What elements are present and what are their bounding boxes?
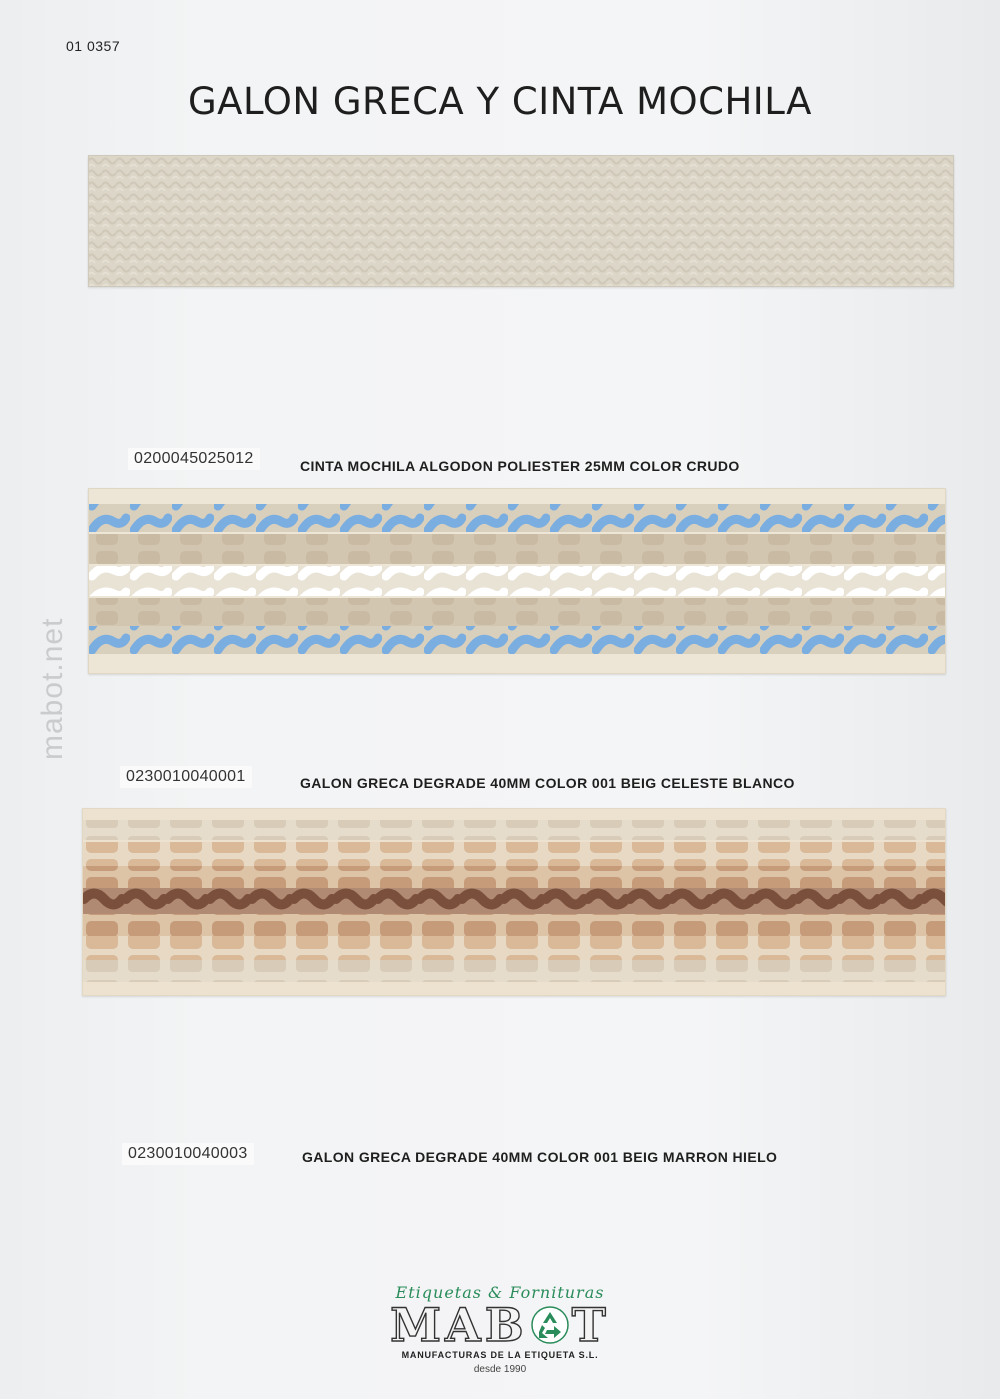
swatch-cinta-mochila-crudo: [88, 155, 954, 287]
product-code: 0230010040003: [122, 1143, 254, 1165]
swatch-galon-celeste: [88, 488, 946, 674]
product-description: CINTA MOCHILA ALGODON POLIESTER 25MM COLOR CRUDO: [300, 458, 740, 474]
logo-word-right: T: [571, 1298, 610, 1352]
watermark: mabot.net: [36, 617, 69, 760]
logo-word-left: MAB: [390, 1298, 528, 1352]
logo-subtitle: MANUFACTURAS DE LA ETIQUETA S.L.: [401, 1350, 599, 1360]
logo-tagline: Etiquetas & Fornituras: [395, 1283, 605, 1302]
swatch-galon-marron: [82, 808, 946, 996]
logo-wordmark: [385, 1298, 615, 1352]
reference-code: 01 0357: [66, 38, 121, 54]
product-code: 0200045025012: [128, 448, 260, 470]
product-description: GALON GRECA DEGRADE 40MM COLOR 001 BEIG MARRON HIELO: [302, 1149, 778, 1165]
brand-logo: [385, 1283, 615, 1375]
logo-since: desde 1990: [473, 1364, 527, 1375]
page-title: GALON GRECA Y CINTA MOCHILA: [188, 80, 812, 123]
product-code: 0230010040001: [120, 766, 252, 788]
product-description: GALON GRECA DEGRADE 40MM COLOR 001 BEIG CELESTE BLANCO: [300, 775, 795, 791]
recycle-icon: [530, 1305, 570, 1345]
